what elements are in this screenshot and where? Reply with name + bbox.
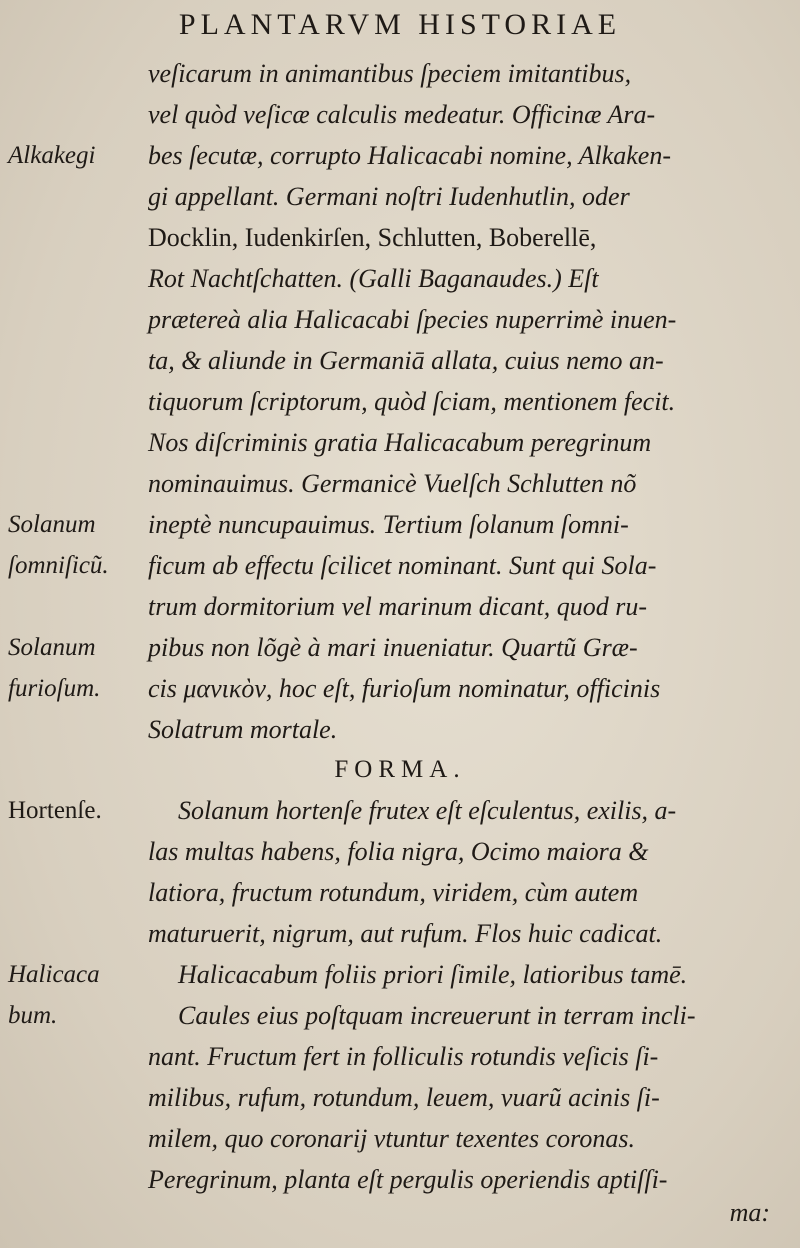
text-line: Solanum hortenſe frutex eſt eſculentus, exilis, a- bbox=[178, 796, 677, 825]
margin-note: Alkakegi bbox=[8, 142, 96, 169]
text-line: Caules eius poſtquam increuerunt in terram incli- bbox=[178, 1001, 696, 1030]
text-line: ficum ab effectu ſcilicet nominant. Sunt qui Sola- bbox=[148, 551, 657, 580]
text-line: veſicarum in animantibus ſpeciem imitantibus, bbox=[148, 59, 632, 88]
text-line: prætereà alia Halicacabi ſpecies nuperrimè inuen- bbox=[148, 305, 677, 334]
text-line: nant. Fructum fert in folliculis rotundis veſicis ſi- bbox=[148, 1042, 659, 1071]
text-line: tiquorum ſcriptorum, quòd ſciam, mentionem fecit. bbox=[148, 387, 676, 416]
text-line: Nos diſcriminis gratia Halicacabum peregrinum bbox=[148, 428, 652, 457]
text-line: Halicacabum foliis priori ſimile, latioribus tamē. bbox=[178, 960, 688, 989]
text-line: las multas habens, folia nigra, Ocimo maiora & bbox=[148, 837, 649, 866]
text-line: ta, & aliunde in Germaniā allata, cuius nemo an- bbox=[148, 346, 664, 375]
margin-note: Solanum bbox=[8, 511, 96, 538]
text-line: pibus non lõgè à mari inueniatur. Quartũ Græ- bbox=[148, 633, 638, 662]
text-line: gi appellant. Germani noſtri Iudenhutlin, oder bbox=[148, 182, 630, 211]
text-line: Rot Nachtſchatten. (Galli Baganaudes.) Eſt bbox=[148, 264, 599, 293]
text-line: Solatrum mortale. bbox=[148, 715, 338, 744]
section-heading: FORMA. bbox=[334, 756, 466, 783]
text-line: vel quòd veſicæ calculis medeatur. Officinæ Ara- bbox=[148, 100, 656, 129]
text-line: Docklin, Iudenkirſen, Schlutten, Boberellē, bbox=[148, 223, 597, 252]
running-head: PLANTARVM HISTORIAE bbox=[178, 8, 622, 41]
margin-note: ſomniſicũ. bbox=[8, 552, 109, 579]
text-line: bes ſecutæ, corrupto Halicacabi nomine, Alkaken- bbox=[148, 141, 672, 170]
text-line: trum dormitorium vel marinum dicant, quod ru- bbox=[148, 592, 648, 621]
text-line: milem, quo coronarij vtuntur texentes coronas. bbox=[148, 1124, 635, 1153]
margin-note: Hortenſe. bbox=[8, 797, 102, 824]
text-line: maturuerit, nigrum, aut rufum. Flos huic cadicat. bbox=[148, 919, 663, 948]
margin-note: Solanum bbox=[8, 634, 96, 661]
text-line: Peregrinum, planta eſt pergulis operiendis aptiſſi- bbox=[148, 1165, 668, 1194]
text-line: cis μανικὸν, hoc eſt, furioſum nominatur, officinis bbox=[148, 674, 661, 703]
margin-note: Halicaca bbox=[8, 961, 100, 988]
margin-note: bum. bbox=[8, 1002, 58, 1029]
margin-note: furioſum. bbox=[8, 675, 101, 702]
text-line: nominauimus. Germanicè Vuelſch Schlutten nõ bbox=[148, 469, 637, 498]
catchword: ma: bbox=[729, 1198, 770, 1227]
text-line: milibus, rufum, rotundum, leuem, vuarũ acinis ſi- bbox=[148, 1083, 660, 1112]
text-line: ineptè nuncupauimus. Tertium ſolanum ſomni- bbox=[148, 510, 629, 539]
text-line: latiora, fructum rotundum, viridem, cùm autem bbox=[148, 878, 639, 907]
